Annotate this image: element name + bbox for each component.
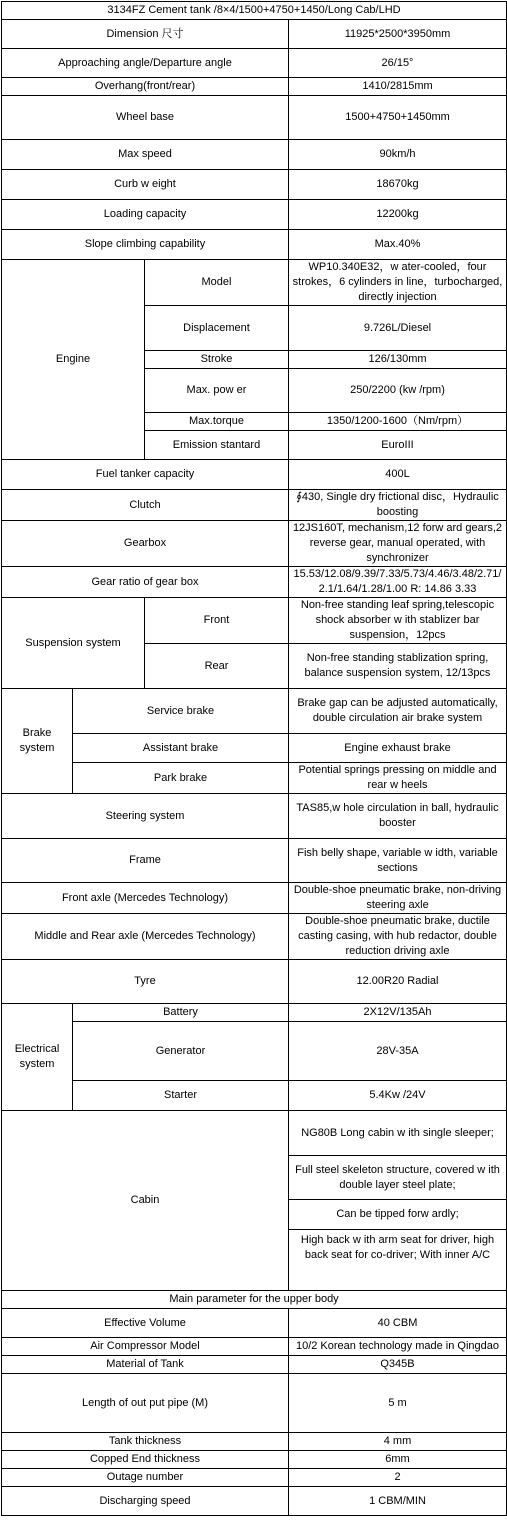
table-row bbox=[2, 170, 507, 200]
table-row bbox=[2, 1022, 507, 1081]
row-value: Non-free standing leaf spring,telescopic shock absorber w ith stablizer bar suspension，12pcs bbox=[289, 598, 507, 644]
table-row bbox=[2, 763, 507, 794]
row-label: Middle and Rear axle (Mercedes Technology) bbox=[2, 914, 289, 960]
row-value: Q345B bbox=[289, 1356, 507, 1374]
spec-table bbox=[1, 1, 507, 1516]
row-label: Front bbox=[145, 598, 289, 644]
row-value: 12.00R20 Radial bbox=[289, 960, 507, 1004]
table-row bbox=[2, 1356, 507, 1374]
brake-group-label: Brake system bbox=[2, 689, 73, 794]
row-value: WP10.340E32，w ater-cooled，four strokes，6 cylinders in line，turbocharged, directly injection bbox=[289, 260, 507, 306]
row-value: 11925*2500*3950mm bbox=[289, 20, 507, 49]
row-label: Stroke bbox=[145, 351, 289, 369]
table-row bbox=[2, 960, 507, 1004]
row-label: Tank thickness bbox=[2, 1433, 289, 1451]
row-label: Emission stantard bbox=[145, 431, 289, 460]
row-label: Outage number bbox=[2, 1469, 289, 1487]
row-label: Effective Volume bbox=[2, 1309, 289, 1338]
row-value: 18670kg bbox=[289, 170, 507, 200]
row-value: 1500+4750+1450mm bbox=[289, 96, 507, 140]
row-value: 400L bbox=[289, 460, 507, 490]
row-label: Displacement bbox=[145, 306, 289, 351]
row-label: Assistant brake bbox=[73, 734, 289, 763]
row-value: 1350/1200-1600（Nm/rpm） bbox=[289, 413, 507, 431]
title-row bbox=[2, 2, 507, 20]
table-row bbox=[2, 1451, 507, 1469]
row-label: Wheel base bbox=[2, 96, 289, 140]
table-row bbox=[2, 689, 507, 734]
table-row bbox=[2, 1081, 507, 1111]
row-label: Tyre bbox=[2, 960, 289, 1004]
cabin-group-label: Cabin bbox=[2, 1111, 289, 1291]
electrical-group-label: Electrical system bbox=[2, 1004, 73, 1111]
row-value: TAS85,w hole circulation in ball, hydraulic booster bbox=[289, 794, 507, 839]
row-value: 6mm bbox=[289, 1451, 507, 1469]
table-row bbox=[2, 230, 507, 260]
row-label: Overhang(front/rear) bbox=[2, 78, 289, 96]
table-row bbox=[2, 567, 507, 598]
table-row bbox=[2, 460, 507, 490]
row-value: 250/2200 (kw /rpm) bbox=[289, 369, 507, 413]
table-row bbox=[2, 1338, 507, 1356]
table-row bbox=[2, 490, 507, 521]
table-row bbox=[2, 20, 507, 49]
table-row bbox=[2, 1309, 507, 1338]
row-value: 15.53/12.08/9.39/7.33/5.73/4.46/3.48/2.71/2.1/1.64/1.28/1.00 R: 14.86 3.33 bbox=[289, 567, 507, 598]
row-value: ∮430, Single dry frictional disc，Hydraulic boosting bbox=[289, 490, 507, 521]
row-value: 26/15° bbox=[289, 49, 507, 78]
suspension-group-label: Suspension system bbox=[2, 598, 145, 689]
table-row bbox=[2, 140, 507, 170]
row-label: Fuel tanker capacity bbox=[2, 460, 289, 490]
table-row bbox=[2, 1004, 507, 1022]
row-label: Model bbox=[145, 260, 289, 306]
row-value: 40 CBM bbox=[289, 1309, 507, 1338]
row-value: 5 m bbox=[289, 1374, 507, 1433]
row-value: 12200kg bbox=[289, 200, 507, 230]
row-value: 4 mm bbox=[289, 1433, 507, 1451]
row-label: Max speed bbox=[2, 140, 289, 170]
table-row bbox=[2, 260, 507, 306]
table-row bbox=[2, 1374, 507, 1433]
row-label: Frame bbox=[2, 839, 289, 883]
table-row bbox=[2, 734, 507, 763]
row-value: 1 CBM/MIN bbox=[289, 1487, 507, 1516]
table-row bbox=[2, 49, 507, 78]
table-row bbox=[2, 914, 507, 960]
row-label: Park brake bbox=[73, 763, 289, 794]
row-label: Starter bbox=[73, 1081, 289, 1111]
table-row bbox=[2, 598, 507, 644]
table-row bbox=[2, 839, 507, 883]
row-label: Copped End thickness bbox=[2, 1451, 289, 1469]
table-row bbox=[2, 1487, 507, 1516]
row-label: Slope climbing capability bbox=[2, 230, 289, 260]
row-label: Generator bbox=[73, 1022, 289, 1081]
table-row bbox=[2, 794, 507, 839]
table-row bbox=[2, 1433, 507, 1451]
row-value: EuroIII bbox=[289, 431, 507, 460]
row-label: Air Compressor Model bbox=[2, 1338, 289, 1356]
row-label: Gear ratio of gear box bbox=[2, 567, 289, 598]
table-row bbox=[2, 96, 507, 140]
row-label: Rear bbox=[145, 644, 289, 689]
engine-group-label: Engine bbox=[2, 260, 145, 460]
row-label: Max.torque bbox=[145, 413, 289, 431]
row-label: Discharging speed bbox=[2, 1487, 289, 1516]
row-value: 5.4Kw /24V bbox=[289, 1081, 507, 1111]
row-value: Potential springs pressing on middle and rear w heels bbox=[289, 763, 507, 794]
row-value: 2 bbox=[289, 1469, 507, 1487]
table-row bbox=[2, 78, 507, 96]
row-value: Fish belly shape, variable w idth, variable sections bbox=[289, 839, 507, 883]
row-value: Brake gap can be adjusted automatically, double circulation air brake system bbox=[289, 689, 507, 734]
row-label: Curb w eight bbox=[2, 170, 289, 200]
row-label: Steering system bbox=[2, 794, 289, 839]
row-value: Engine exhaust brake bbox=[289, 734, 507, 763]
row-label: Battery bbox=[73, 1004, 289, 1022]
row-value: 90km/h bbox=[289, 140, 507, 170]
cabin-item: Can be tipped forw ardly; bbox=[289, 1200, 507, 1230]
table-row bbox=[2, 883, 507, 914]
cabin-item: Full steel skeleton structure, covered w ith double layer steel plate; bbox=[289, 1156, 507, 1200]
row-value: 28V-35A bbox=[289, 1022, 507, 1081]
row-label: Max. pow er bbox=[145, 369, 289, 413]
row-label: Service brake bbox=[73, 689, 289, 734]
table-row bbox=[2, 1111, 507, 1156]
row-value: Max.40% bbox=[289, 230, 507, 260]
row-label: Dimension 尺寸 bbox=[2, 20, 289, 49]
section-title: Main parameter for the upper body bbox=[2, 1291, 507, 1309]
row-label: Front axle (Mercedes Technology) bbox=[2, 883, 289, 914]
cabin-item: High back w ith arm seat for driver, high back seat for co-driver; With inner A/C bbox=[289, 1230, 507, 1291]
row-label: Material of Tank bbox=[2, 1356, 289, 1374]
cabin-item: NG80B Long cabin w ith single sleeper; bbox=[289, 1111, 507, 1156]
section-header-row bbox=[2, 1291, 507, 1309]
table-title: 3134FZ Cement tank /8×4/1500+4750+1450/Long Cab/LHD bbox=[2, 2, 507, 20]
table-row bbox=[2, 521, 507, 567]
row-label: Length of out put pipe (M) bbox=[2, 1374, 289, 1433]
row-value: 9.726L/Diesel bbox=[289, 306, 507, 351]
table-row bbox=[2, 1469, 507, 1487]
row-value: 1410/2815mm bbox=[289, 78, 507, 96]
row-value: Non-free standing stablization spring, balance suspension system, 12/13pcs bbox=[289, 644, 507, 689]
row-value: 12JS160T, mechanism,12 forw ard gears,2 reverse gear, manual operated, with synchronizer bbox=[289, 521, 507, 567]
row-value: Double-shoe pneumatic brake, ductile casting casing, with hub redactor, double reduction driving axle bbox=[289, 914, 507, 960]
row-label: Gearbox bbox=[2, 521, 289, 567]
row-value: Double-shoe pneumatic brake, non-driving steering axle bbox=[289, 883, 507, 914]
row-value: 126/130mm bbox=[289, 351, 507, 369]
row-label: Clutch bbox=[2, 490, 289, 521]
row-value: 2X12V/135Ah bbox=[289, 1004, 507, 1022]
row-value: 10/2 Korean technology made in Qingdao bbox=[289, 1338, 507, 1356]
row-label: Approaching angle/Departure angle bbox=[2, 49, 289, 78]
table-row bbox=[2, 200, 507, 230]
row-label: Loading capacity bbox=[2, 200, 289, 230]
